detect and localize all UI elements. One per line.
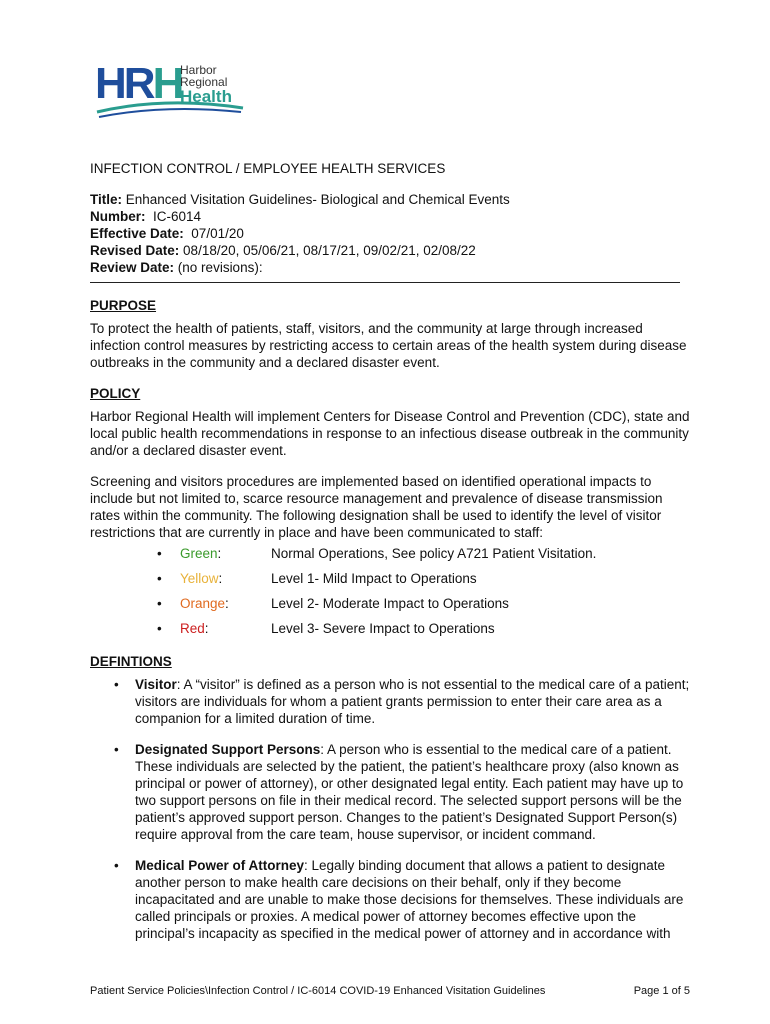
definition-text: : A person who is essential to the medical care of a patient. These individuals are selected by the patient, the patient’s healthcare proxy (also known as principal or power of attorney), or other designated legal entity. Each patient may have up to two support persons on file in their medical record. The selected support persons will be the patient’s approved support person. Changes to the patient’s Designated Support Person(s) require approval from the care team, house supervisor, or incident command. xyxy=(135,742,684,842)
review-date-line xyxy=(90,259,690,276)
level-description: Normal Operations, See policy A721 Patient Visitation. xyxy=(271,546,597,561)
visitation-levels-list xyxy=(90,545,690,645)
purpose-text: To protect the health of patients, staff, visitors, and the community at large through increased infection control measures by restricting access to certain areas of the health system during disease outbreaks in the community and a declared disaster event. xyxy=(90,321,687,370)
policy-paragraph-1: Harbor Regional Health will implement Centers for Disease Control and Prevention (CDC), state and local public health recommendations in response to an infectious disease outbreak in the community and/or a declared disaster event. xyxy=(90,409,690,458)
level-description: Level 1- Mild Impact to Operations xyxy=(271,571,477,586)
logo-line-2: Regional xyxy=(180,75,228,89)
number-value: IC-6014 xyxy=(145,209,202,224)
document-body xyxy=(90,160,690,956)
title-line xyxy=(90,191,690,208)
footer-path: Patient Service Policies\Infection Control / IC-6014 COVID-19 Enhanced Visitation Guidelines xyxy=(90,985,546,997)
department-heading: INFECTION CONTROL / EMPLOYEE HEALTH SERVICES xyxy=(90,161,446,176)
bullet-icon: • xyxy=(157,621,162,636)
policy-heading: POLICY xyxy=(90,386,141,401)
level-name: Red: xyxy=(180,621,209,636)
bullet-icon: • xyxy=(157,596,162,611)
bullet-icon: • xyxy=(114,677,119,692)
effective-date-line xyxy=(90,225,690,242)
definitions-heading: DEFINTIONS xyxy=(90,654,172,669)
bullet-icon: • xyxy=(114,742,119,757)
bullet-icon: • xyxy=(157,571,162,586)
title-value: Enhanced Visitation Guidelines- Biological and Chemical Events xyxy=(122,192,510,207)
effective-value: 07/01/20 xyxy=(183,226,244,241)
list-item xyxy=(90,570,690,595)
revised-value: 08/18/20, 05/06/21, 08/17/21, 09/02/21, 02/08/22 xyxy=(179,243,476,258)
review-label: Review Date: xyxy=(90,260,175,275)
level-color-word: Orange xyxy=(180,596,226,611)
number-label: Number: xyxy=(90,209,146,224)
definition-text: : Legally binding document that allows a patient to designate another person to make health care decisions on their behalf, only if they become incapacitated and are unable to make those decisions for themselves. These individuals are called principals or proxies. A medical power of attorney becomes effective upon the principal’s incapacity as specified in the medical power of attorney and in accordance with xyxy=(135,858,684,941)
policy-metadata xyxy=(90,191,690,276)
definition-term: Designated Support Persons xyxy=(135,742,321,757)
review-value: (no revisions): xyxy=(174,260,263,275)
definition-term: Medical Power of Attorney xyxy=(135,858,305,873)
logo-line-3: Health xyxy=(180,87,232,106)
level-description: Level 2- Moderate Impact to Operations xyxy=(271,596,509,611)
revised-date-line xyxy=(90,242,690,259)
level-description: Level 3- Severe Impact to Operations xyxy=(271,621,495,636)
purpose-heading: PURPOSE xyxy=(90,298,157,313)
page-number: Page 1 of 5 xyxy=(633,985,690,997)
number-line xyxy=(90,208,690,225)
definition-term: Visitor xyxy=(135,677,177,692)
level-color-word: Yellow xyxy=(180,571,219,586)
effective-label: Effective Date: xyxy=(90,226,184,241)
title-label: Title: xyxy=(90,192,123,207)
list-item xyxy=(90,857,690,942)
logo-line-1: Harbor xyxy=(180,63,217,77)
policy-paragraph-2: Screening and visitors procedures are implemented based on identified operational impacts to include but not limited to, scarce resource management and prevalence of disease transmission rates within the community. The following designation shall be used to identify the level of visitor restrictions that are currently in place and have been communicated to staff: xyxy=(90,474,663,540)
bullet-icon: • xyxy=(114,858,119,873)
list-item xyxy=(90,741,690,843)
revised-label: Revised Date: xyxy=(90,243,180,258)
list-item xyxy=(90,595,690,620)
list-item xyxy=(90,676,690,727)
level-color-word: Green xyxy=(180,546,218,561)
level-name: Green: xyxy=(180,546,222,561)
definition-text: : A “visitor” is defined as a person who is not essential to the medical care of a patient; visitors are individuals for whom a patient grants permission to enter their care area as a companion for a limited duration of time. xyxy=(135,677,690,726)
logo-swoosh-icon xyxy=(95,100,245,122)
list-item xyxy=(90,545,690,570)
divider xyxy=(90,276,680,283)
logo-letters: HRH xyxy=(95,59,182,108)
level-name: Orange: xyxy=(180,596,229,611)
hrh-logo xyxy=(95,59,245,122)
list-item xyxy=(90,620,690,645)
definitions-list xyxy=(90,676,690,942)
bullet-icon: • xyxy=(157,546,162,561)
level-name: Yellow: xyxy=(180,571,223,586)
level-color-word: Red xyxy=(180,621,205,636)
